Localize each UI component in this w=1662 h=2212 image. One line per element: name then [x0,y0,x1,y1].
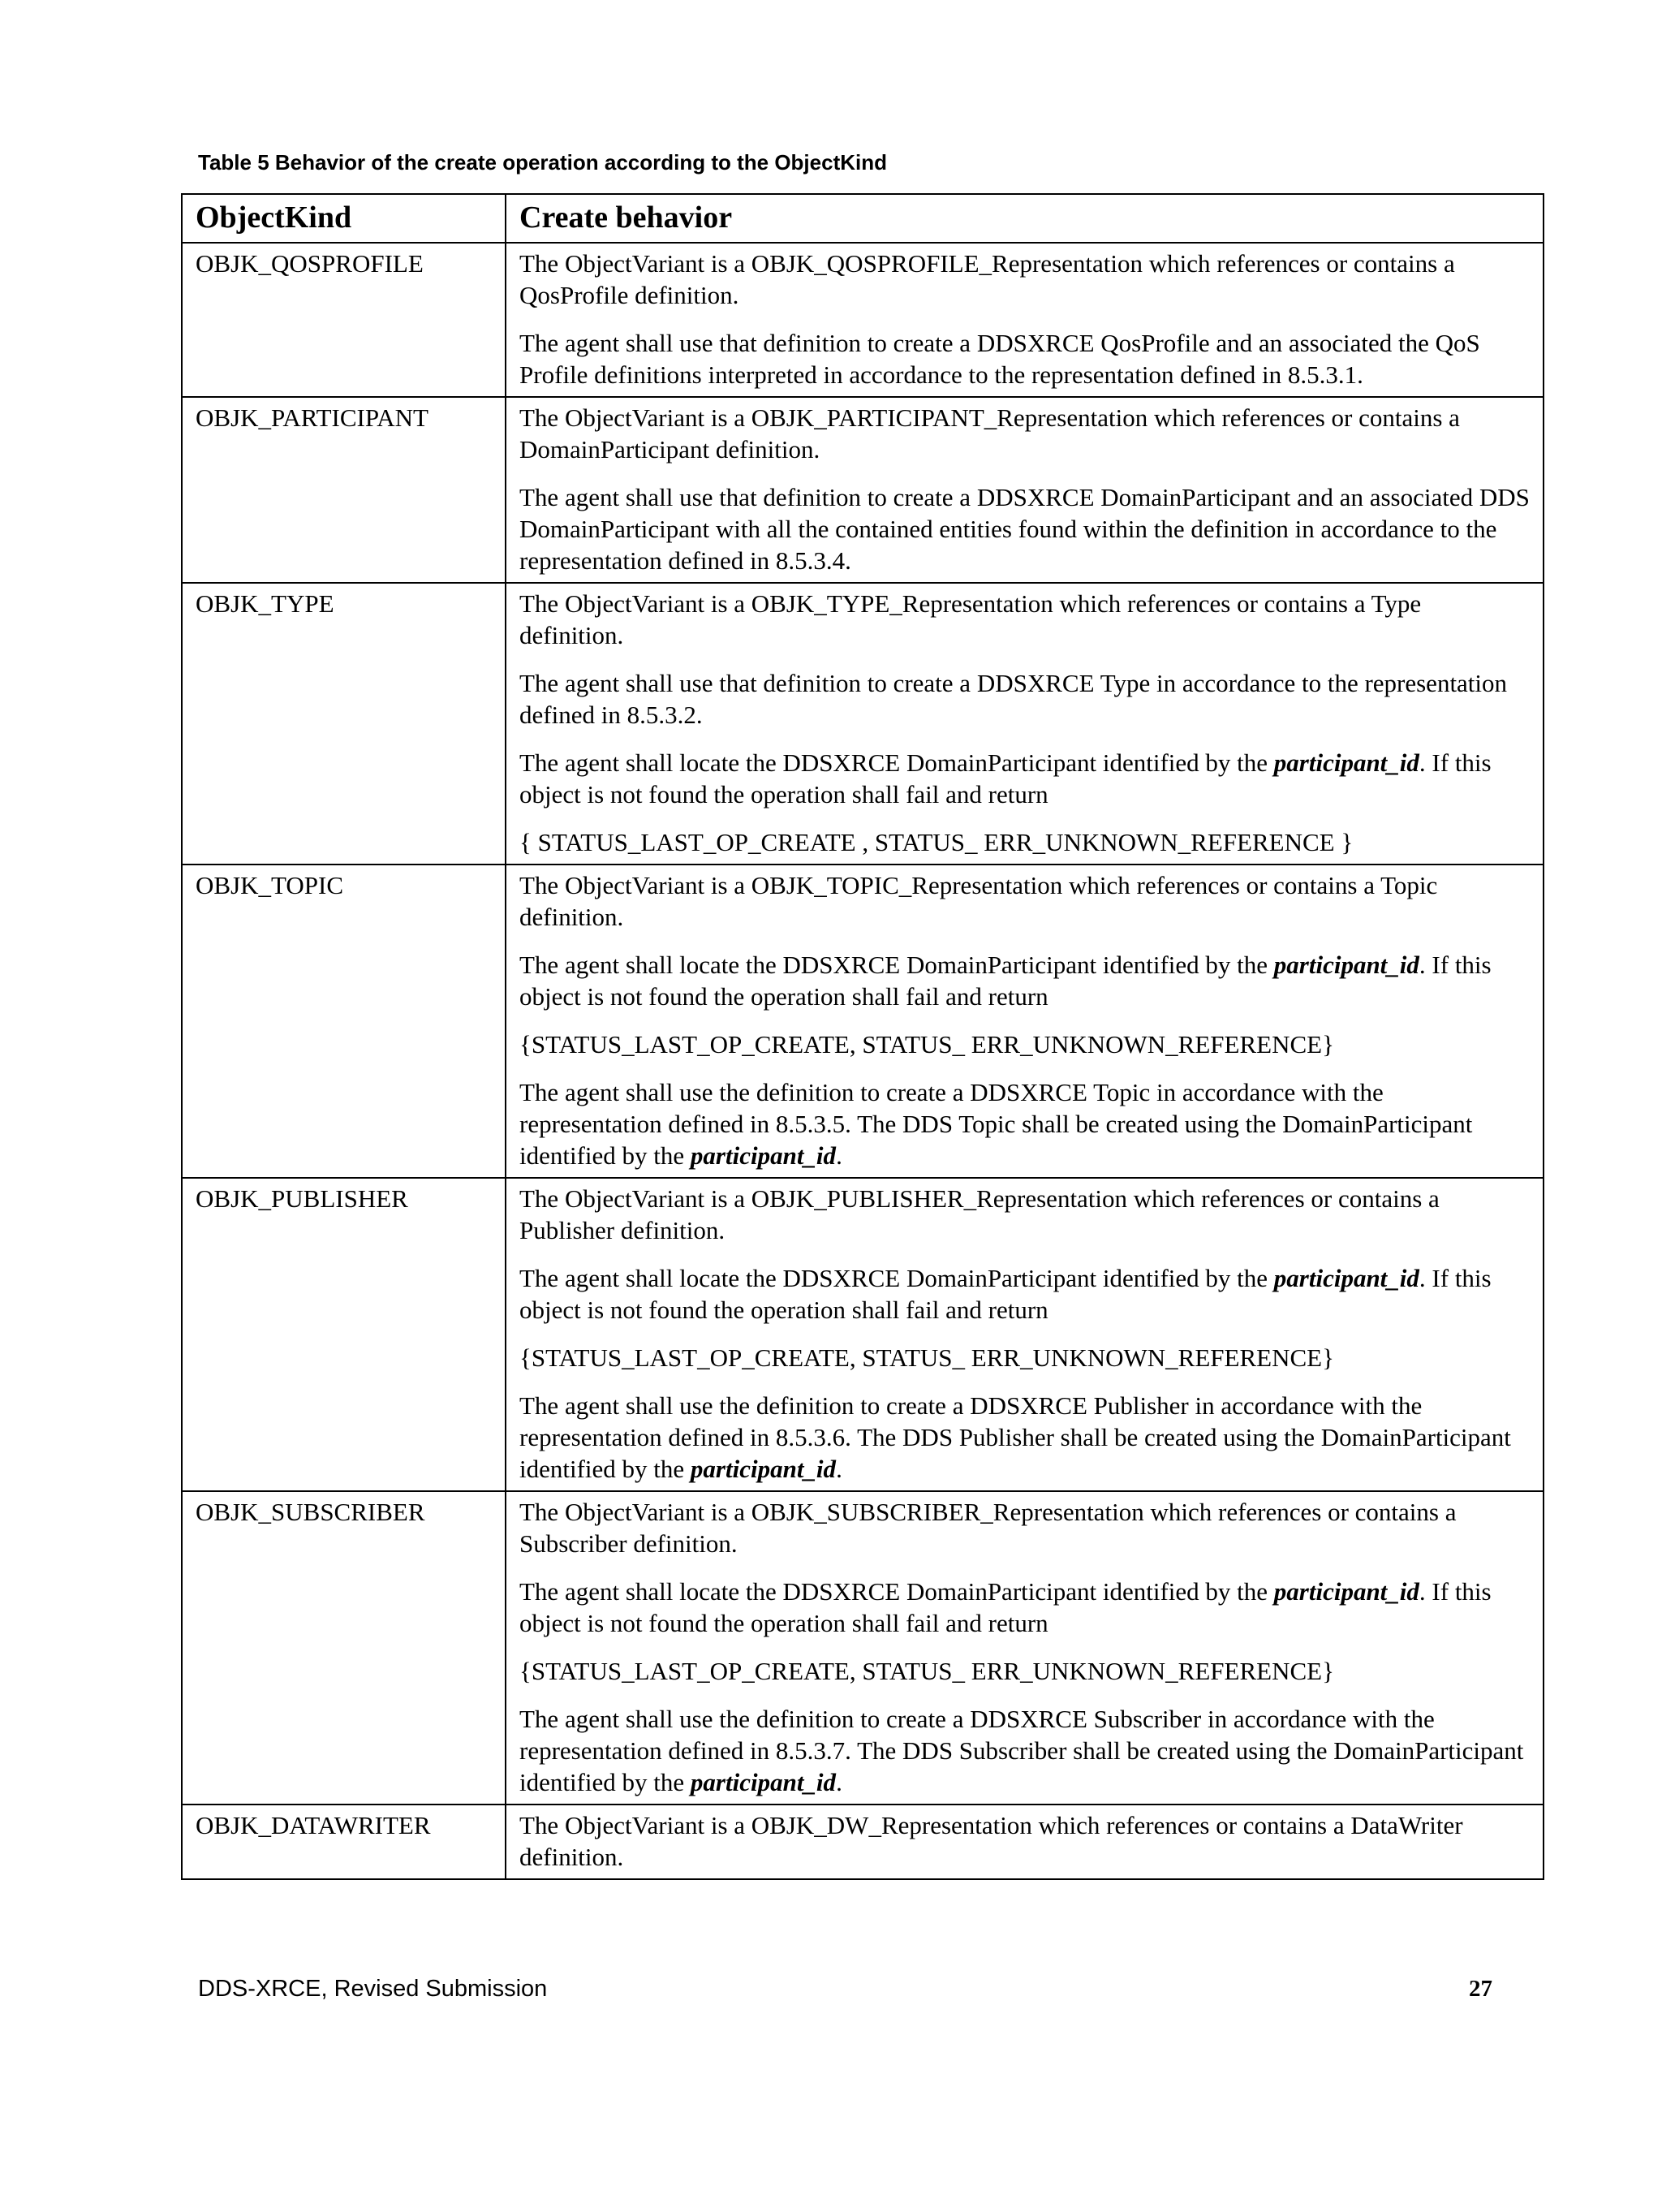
participant-id-term: participant_id [690,1455,837,1483]
paragraph-text: { STATUS_LAST_OP_CREATE , STATUS_ ERR_UNKNOWN_REFERENCE } [519,828,1354,856]
behavior-paragraph [519,481,1530,576]
behavior-paragraph [519,1496,1530,1559]
table-row [182,583,1544,865]
objectkind-cell: OBJK_QOSPROFILE [182,243,506,397]
objectkind-cell: OBJK_DATAWRITER [182,1805,506,1879]
paragraph-text: The agent shall locate the DDSXRCE DomainParticipant identified by the [519,1577,1274,1606]
participant-id-term: participant_id [690,1768,837,1796]
table-header-row [182,194,1544,243]
paragraph-text: . If this object is not found the operation shall fail and return [519,1264,1492,1324]
paragraph-text: The agent shall use that definition to create a DDSXRCE QosProfile and an associated the QoS Profile definitions interpreted in accordance to the representation defined in 8.5.3.1. [519,329,1480,389]
column-header-objectkind: ObjectKind [182,194,506,243]
paragraph-text: The agent shall locate the DDSXRCE DomainParticipant identified by the [519,748,1274,777]
paragraph-text: The agent shall use the definition to create a DDSXRCE Subscriber in accordance with the representation defined in 8.5.3.7. The DDS Subscriber shall be created using the DomainParticipant identified by the [519,1705,1524,1796]
behavior-paragraph [519,327,1530,390]
table-row [182,397,1544,583]
paragraph-text: The agent shall use that definition to create a DDSXRCE DomainParticipant and an associated DDS DomainParticipant with all the contained entities found within the definition in accordance to the representation defined in 8.5.3.4. [519,483,1530,575]
behavior-paragraph [519,747,1530,810]
create-behavior-table [181,193,1544,1880]
table-body [182,243,1544,1879]
behavior-paragraph [519,1342,1530,1373]
create-behavior-cell [506,1805,1544,1879]
table-row [182,1178,1544,1491]
footer-document-title: DDS-XRCE, Revised Submission [198,1976,548,2002]
paragraph-text: The ObjectVariant is a OBJK_DW_Representation which references or contains a DataWriter definition. [519,1811,1463,1871]
participant-id-term: participant_id [1273,748,1419,777]
paragraph-text: The agent shall locate the DDSXRCE DomainParticipant identified by the [519,951,1274,979]
paragraph-text: {STATUS_LAST_OP_CREATE, STATUS_ ERR_UNKNOWN_REFERENCE} [519,1030,1334,1059]
paragraph-text: {STATUS_LAST_OP_CREATE, STATUS_ ERR_UNKNOWN_REFERENCE} [519,1343,1334,1372]
participant-id-term: participant_id [1273,1577,1419,1606]
behavior-paragraph [519,588,1530,651]
paragraph-text: The ObjectVariant is a OBJK_TOPIC_Representation which references or contains a Topic definition. [519,871,1438,931]
behavior-paragraph [519,1809,1530,1873]
create-behavior-cell [506,1491,1544,1805]
paragraph-text: . [836,1455,842,1483]
footer-page-number: 27 [1469,1976,1492,2002]
paragraph-text: . If this object is not found the operation shall fail and return [519,1577,1492,1637]
column-header-create-behavior: Create behavior [506,194,1544,243]
table-row [182,1805,1544,1879]
behavior-paragraph [519,869,1530,933]
paragraph-text: The agent shall use the definition to create a DDSXRCE Topic in accordance with the representation defined in 8.5.3.5. The DDS Topic shall be created using the DomainParticipant identified by the [519,1078,1473,1170]
behavior-paragraph [519,1262,1530,1326]
behavior-paragraph [519,1076,1530,1171]
paragraph-text: {STATUS_LAST_OP_CREATE, STATUS_ ERR_UNKNOWN_REFERENCE} [519,1657,1334,1685]
behavior-paragraph [519,1390,1530,1485]
paragraph-text: The ObjectVariant is a OBJK_PUBLISHER_Representation which references or contains a Publisher definition. [519,1184,1440,1244]
behavior-paragraph [519,1655,1530,1687]
paragraph-text: The agent shall use that definition to create a DDSXRCE Type in accordance to the representation defined in 8.5.3.2. [519,669,1508,729]
objectkind-cell: OBJK_TYPE [182,583,506,865]
objectkind-cell: OBJK_TOPIC [182,865,506,1178]
participant-id-term: participant_id [1273,951,1419,979]
paragraph-text: The agent shall locate the DDSXRCE DomainParticipant identified by the [519,1264,1274,1292]
behavior-paragraph [519,826,1530,858]
behavior-paragraph [519,1028,1530,1060]
behavior-paragraph [519,1703,1530,1798]
create-behavior-cell [506,1178,1544,1491]
create-behavior-cell [506,865,1544,1178]
table-caption: Table 5 Behavior of the create operation according to the ObjectKind [198,150,887,175]
paragraph-text: The agent shall use the definition to create a DDSXRCE Publisher in accordance with the representation defined in 8.5.3.6. The DDS Publisher shall be created using the DomainParticipant identified by the [519,1391,1511,1483]
objectkind-cell: OBJK_PARTICIPANT [182,397,506,583]
create-behavior-cell [506,583,1544,865]
behavior-paragraph [519,402,1530,465]
paragraph-text: The ObjectVariant is a OBJK_PARTICIPANT_Representation which references or contains a DomainParticipant definition. [519,403,1460,464]
participant-id-term: participant_id [690,1141,837,1170]
behavior-paragraph [519,248,1530,311]
objectkind-cell: OBJK_PUBLISHER [182,1178,506,1491]
paragraph-text: . If this object is not found the operation shall fail and return [519,951,1492,1011]
paragraph-text: The ObjectVariant is a OBJK_TYPE_Representation which references or contains a Type definition. [519,589,1422,649]
behavior-paragraph [519,949,1530,1012]
paragraph-text: . [836,1141,842,1170]
participant-id-term: participant_id [1273,1264,1419,1292]
create-behavior-cell [506,243,1544,397]
behavior-paragraph [519,667,1530,731]
paragraph-text: The ObjectVariant is a OBJK_SUBSCRIBER_Representation which references or contains a Subscriber definition. [519,1498,1457,1558]
table-row [182,1491,1544,1805]
paragraph-text: . If this object is not found the operation shall fail and return [519,748,1492,808]
objectkind-cell: OBJK_SUBSCRIBER [182,1491,506,1805]
table-row [182,243,1544,397]
paragraph-text: The ObjectVariant is a OBJK_QOSPROFILE_Representation which references or contains a QosProfile definition. [519,249,1455,309]
behavior-paragraph [519,1576,1530,1639]
paragraph-text: . [836,1768,842,1796]
table-row [182,865,1544,1178]
create-behavior-cell [506,397,1544,583]
behavior-paragraph [519,1183,1530,1246]
